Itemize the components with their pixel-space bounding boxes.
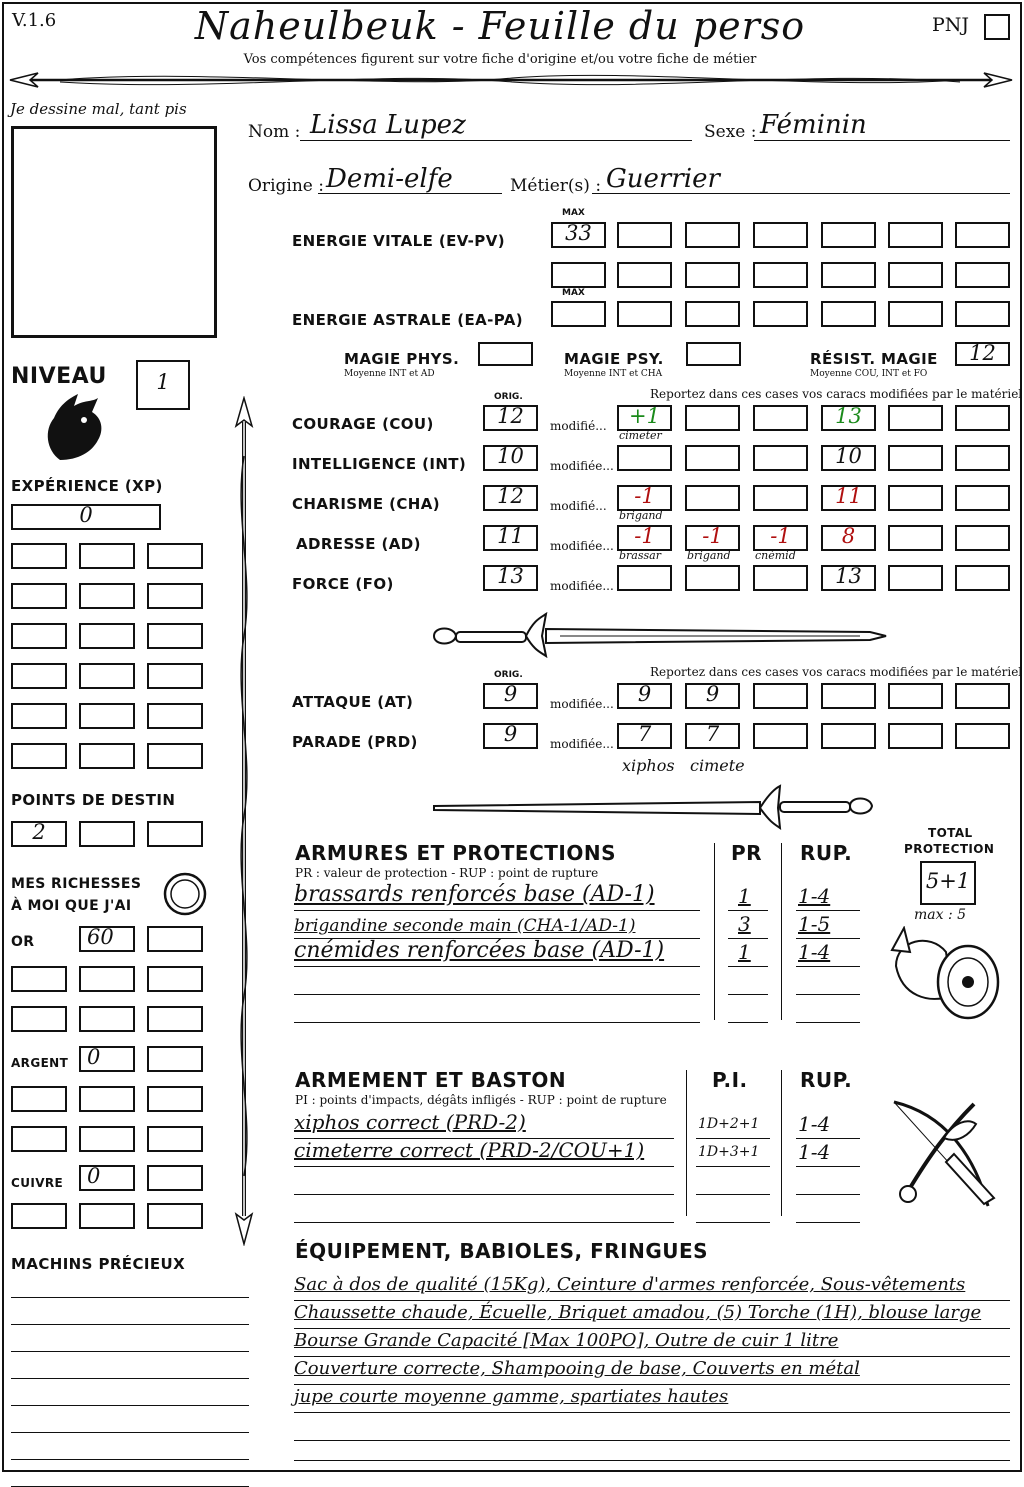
combat-cell[interactable] <box>821 723 876 749</box>
stat-cell[interactable] <box>685 445 740 471</box>
weapons-icon <box>884 1094 1010 1214</box>
argent-box[interactable]: 0 <box>79 1046 135 1072</box>
stat-mod-label: modifiée... <box>550 579 614 593</box>
cuivre-box-4[interactable] <box>79 1203 135 1229</box>
ea-cell[interactable] <box>821 301 876 327</box>
helmet-shield-icon <box>888 926 1006 1026</box>
stat-cell[interactable]: -1 <box>685 525 740 551</box>
armure-rup-line[interactable] <box>796 910 860 911</box>
xp-cell[interactable] <box>11 543 67 569</box>
machins-line[interactable] <box>11 1405 249 1406</box>
arme-line[interactable] <box>294 1222 674 1223</box>
armure-rup[interactable]: 1-5 <box>798 912 831 936</box>
equip-text[interactable]: Chaussette chaude, Écuelle, Briquet amadou, (5) Torche (1H), blouse large <box>294 1302 982 1323</box>
ea-label: ENERGIE ASTRALE (EA-PA) <box>292 311 524 329</box>
combat-orig-box[interactable]: 9 <box>483 683 538 709</box>
stat-mod-note: cimeter <box>619 429 662 442</box>
xp-cell[interactable] <box>147 703 203 729</box>
magie-psy-box[interactable] <box>686 342 741 366</box>
stats-orig-label: ORIG. <box>494 392 523 402</box>
argent-box-2[interactable] <box>147 1046 203 1072</box>
machins-label: MACHINS PRÉCIEUX <box>11 1255 186 1273</box>
stat-cell[interactable] <box>753 445 808 471</box>
armement-sub: PI : points d'impacts, dégâts infligés - RUP : point de rupture <box>295 1093 667 1107</box>
stat-cell[interactable] <box>753 405 808 431</box>
or-cell[interactable] <box>79 1006 135 1032</box>
equip-line[interactable] <box>294 1460 1010 1461</box>
equip-text[interactable]: jupe courte moyenne gamme, spartiates hautes <box>294 1386 729 1407</box>
origine-label: Origine : <box>248 176 324 196</box>
xp-cell[interactable] <box>11 743 67 769</box>
armure-line[interactable] <box>294 994 700 995</box>
argent-cell[interactable] <box>79 1086 135 1112</box>
magie-psy-label: MAGIE PSY. <box>564 350 664 368</box>
or-cell[interactable] <box>147 966 203 992</box>
stat-cell[interactable]: 13 <box>821 405 876 431</box>
stat-cell[interactable] <box>753 565 808 591</box>
combat-cell[interactable] <box>888 723 943 749</box>
armure-line[interactable] <box>294 1022 700 1023</box>
xp-cell[interactable] <box>147 543 203 569</box>
equip-text[interactable]: Sac à dos de qualité (15Kg), Ceinture d'armes renforcée, Sous-vêtements <box>294 1274 966 1295</box>
stat-cell[interactable] <box>888 445 943 471</box>
armures-title: ARMURES ET PROTECTIONS <box>295 841 616 865</box>
combat-orig-box[interactable]: 9 <box>483 723 538 749</box>
stat-mod-label: modifiée... <box>550 459 614 473</box>
ea-max-label: MAX <box>562 288 585 298</box>
stat-cell[interactable] <box>888 525 943 551</box>
sword-icon <box>430 784 880 830</box>
ev-cell[interactable] <box>685 222 740 248</box>
resist-magie-box[interactable]: 12 <box>955 342 1010 366</box>
argent-cell[interactable] <box>11 1126 67 1152</box>
richesses-label-1: MES RICHESSES <box>11 876 142 892</box>
machins-line[interactable] <box>11 1297 249 1298</box>
stat-cell[interactable] <box>888 565 943 591</box>
armures-pr-label: PR <box>731 841 763 865</box>
arme-pi-line[interactable] <box>696 1222 770 1223</box>
stat-cell[interactable]: 11 <box>821 485 876 511</box>
prd-note-cimete: cimete <box>690 756 745 775</box>
equip-line[interactable] <box>294 1412 1010 1413</box>
stat-label: CHARISME (CHA) <box>292 495 440 513</box>
xp-cell[interactable] <box>147 623 203 649</box>
niveau-box[interactable]: 1 <box>136 360 190 410</box>
or-box[interactable]: 60 <box>79 926 135 952</box>
ea-cell[interactable] <box>888 301 943 327</box>
sexe-value[interactable]: Féminin <box>760 110 867 140</box>
magie-phys-sub: Moyenne INT et AD <box>344 369 435 379</box>
metier-value[interactable]: Guerrier <box>606 164 720 194</box>
arme-rup-line[interactable] <box>796 1138 860 1139</box>
armures-rup-label: RUP. <box>800 841 853 865</box>
arme-pi[interactable]: 1D+3+1 <box>698 1144 760 1160</box>
nom-value[interactable]: Lissa Lupez <box>310 110 466 140</box>
xp-cell[interactable] <box>79 543 135 569</box>
coin-icon <box>162 871 208 917</box>
metier-label: Métier(s) : <box>510 176 602 196</box>
stat-cell[interactable] <box>617 445 672 471</box>
magie-phys-label: MAGIE PHYS. <box>344 350 460 368</box>
ev-max-box[interactable]: 33 <box>551 222 606 248</box>
combat-cell[interactable] <box>888 683 943 709</box>
xp-box[interactable]: 0 <box>11 504 161 530</box>
armure-rup-line[interactable] <box>796 966 860 967</box>
equip-line[interactable] <box>294 1440 1010 1441</box>
combat-report-note: Reportez dans ces cases vos caracs modifiées par le matériel <box>650 665 1023 679</box>
armement-rup-label: RUP. <box>800 1068 853 1092</box>
equip-line[interactable] <box>294 1384 1010 1385</box>
total-protection-label-2: PROTECTION <box>904 842 995 856</box>
ev-cell[interactable] <box>821 262 876 288</box>
xp-cell[interactable] <box>11 623 67 649</box>
stat-cell[interactable] <box>955 445 1010 471</box>
armure-pr-line[interactable] <box>728 910 768 911</box>
ev-cell[interactable] <box>955 222 1010 248</box>
cuivre-box-3[interactable] <box>11 1203 67 1229</box>
stats-report-note: Reportez dans ces cases vos caracs modifiées par le matériel <box>650 387 1023 401</box>
argent-cell[interactable] <box>147 1086 203 1112</box>
machins-line[interactable] <box>11 1432 249 1433</box>
stat-mod-note: brassar <box>619 549 661 562</box>
stat-cell[interactable] <box>685 485 740 511</box>
combat-cell[interactable] <box>955 683 1010 709</box>
armure-name[interactable]: brigandine seconde main (CHA-1/AD-1) <box>294 916 636 936</box>
xp-cell[interactable] <box>11 703 67 729</box>
stat-orig-box[interactable]: 10 <box>483 445 538 471</box>
armure-line[interactable] <box>294 910 700 911</box>
ea-cell[interactable] <box>753 301 808 327</box>
machins-line[interactable] <box>11 1459 249 1460</box>
armure-pr-line[interactable] <box>728 938 768 939</box>
pnj-checkbox[interactable] <box>984 14 1010 40</box>
ev-cell[interactable] <box>888 222 943 248</box>
xp-cell[interactable] <box>147 743 203 769</box>
stat-label: COURAGE (COU) <box>292 415 434 433</box>
combat-mod-label: modifiée... <box>550 737 614 751</box>
armure-name[interactable]: cnémides renforcées base (AD-1) <box>294 938 665 963</box>
ev-cell[interactable] <box>617 222 672 248</box>
machins-line[interactable] <box>11 1351 249 1352</box>
combat-cell[interactable] <box>955 723 1010 749</box>
destin-box[interactable]: 2 <box>11 821 67 847</box>
combat-label: PARADE (PRD) <box>292 733 418 751</box>
dragon-icon <box>40 390 106 464</box>
combat-cell[interactable]: 9 <box>685 683 740 709</box>
stat-cell[interactable]: 13 <box>821 565 876 591</box>
arme-line[interactable] <box>294 1166 674 1167</box>
ev-cell[interactable] <box>685 262 740 288</box>
or-cell[interactable] <box>11 1006 67 1032</box>
nom-label: Nom : <box>248 122 301 142</box>
ev-cell[interactable] <box>955 262 1010 288</box>
or-cell[interactable] <box>79 966 135 992</box>
ev-label: ENERGIE VITALE (EV-PV) <box>292 232 505 250</box>
machins-line[interactable] <box>11 1378 249 1379</box>
armure-pr[interactable]: 1 <box>738 884 751 908</box>
magie-psy-sub: Moyenne INT et CHA <box>564 369 663 379</box>
pnj-label: PNJ <box>932 14 970 36</box>
stat-cell[interactable] <box>888 485 943 511</box>
spear-icon <box>226 396 262 1246</box>
xp-cell[interactable] <box>79 583 135 609</box>
armure-pr-line[interactable] <box>728 1022 768 1023</box>
ev-cell[interactable] <box>617 262 672 288</box>
arme-pi-line[interactable] <box>696 1138 770 1139</box>
or-cell[interactable] <box>147 1006 203 1032</box>
stat-cell[interactable]: -1 <box>753 525 808 551</box>
ev-cell[interactable] <box>888 262 943 288</box>
xp-cell[interactable] <box>11 663 67 689</box>
ea-max-box[interactable] <box>551 301 606 327</box>
combat-cell[interactable] <box>821 683 876 709</box>
combat-cell[interactable]: 7 <box>617 723 672 749</box>
resist-magie-sub: Moyenne COU, INT et FO <box>810 369 928 379</box>
equip-line[interactable] <box>294 1300 1010 1301</box>
arme-rup-line[interactable] <box>796 1194 860 1195</box>
cuivre-box-5[interactable] <box>147 1203 203 1229</box>
combat-mod-label: modifiée... <box>550 697 614 711</box>
stat-cell[interactable] <box>955 405 1010 431</box>
sexe-label: Sexe : <box>704 122 757 142</box>
equip-line[interactable] <box>294 1356 1010 1357</box>
origine-value[interactable]: Demi-elfe <box>326 164 453 194</box>
prd-note-xiphos: xiphos <box>622 756 675 775</box>
armure-pr[interactable]: 1 <box>738 940 751 964</box>
equipement-title: ÉQUIPEMENT, BABIOLES, FRINGUES <box>295 1239 709 1263</box>
combat-cell[interactable] <box>753 683 808 709</box>
or-box-2[interactable] <box>147 926 203 952</box>
stat-cell[interactable] <box>888 405 943 431</box>
sheet-title: Naheulbeuk - Feuille du perso <box>194 4 806 48</box>
arme-rup[interactable]: 1-4 <box>798 1140 831 1164</box>
stat-cell[interactable]: 10 <box>821 445 876 471</box>
ea-cell[interactable] <box>617 301 672 327</box>
argent-label: ARGENT <box>11 1056 69 1070</box>
stat-cell[interactable]: +1 <box>617 405 672 431</box>
ea-cell[interactable] <box>955 301 1010 327</box>
argent-cell[interactable] <box>11 1086 67 1112</box>
stat-mod-note: brigand <box>619 509 663 522</box>
ev-cell[interactable] <box>753 262 808 288</box>
xp-label: EXPÉRIENCE (XP) <box>11 477 163 495</box>
armure-pr[interactable]: 3 <box>738 912 751 936</box>
equip-text[interactable]: Bourse Grande Capacité [Max 100PO], Outre de cuir 1 litre <box>294 1330 839 1351</box>
sword-icon <box>430 612 890 658</box>
stat-mod-label: modifié... <box>550 419 607 433</box>
xp-cell[interactable] <box>79 663 135 689</box>
xp-cell[interactable] <box>79 623 135 649</box>
cuivre-box[interactable]: 0 <box>79 1165 135 1191</box>
stat-mod-note: cnémid <box>755 549 796 562</box>
machins-line[interactable] <box>11 1324 249 1325</box>
or-label: OR <box>11 934 35 950</box>
armure-rup[interactable]: 1-4 <box>798 884 831 908</box>
xp-cell[interactable] <box>79 703 135 729</box>
armure-rup-line[interactable] <box>796 938 860 939</box>
stat-label: INTELLIGENCE (INT) <box>292 455 467 473</box>
stat-mod-note: brigand <box>687 549 731 562</box>
armure-name[interactable]: brassards renforcés base (AD-1) <box>294 882 655 907</box>
total-protection-max: max : 5 <box>914 907 967 923</box>
destin-box-2[interactable] <box>79 821 135 847</box>
combat-orig-label: ORIG. <box>494 670 523 680</box>
portrait-caption: Je dessine mal, tant pis <box>10 100 187 118</box>
arme-line[interactable] <box>294 1194 674 1195</box>
equip-text[interactable]: Couverture correcte, Shampooing de base, Couverts en métal <box>294 1358 860 1379</box>
xp-cell[interactable] <box>147 663 203 689</box>
armure-rup[interactable]: 1-4 <box>798 940 831 964</box>
arme-rup-line[interactable] <box>796 1222 860 1223</box>
destin-label: POINTS DE DESTIN <box>11 791 176 809</box>
argent-cell[interactable] <box>79 1126 135 1152</box>
xp-cell[interactable] <box>79 743 135 769</box>
stat-cell[interactable] <box>955 525 1010 551</box>
ev-max-label: MAX <box>562 208 585 218</box>
armure-line[interactable] <box>294 966 700 967</box>
total-protection-box[interactable]: 5+1 <box>920 861 976 905</box>
argent-cell[interactable] <box>147 1126 203 1152</box>
richesses-label-2: À MOI QUE J'AI <box>11 898 132 914</box>
xp-cell[interactable] <box>147 583 203 609</box>
combat-cell[interactable]: 7 <box>685 723 740 749</box>
equip-line[interactable] <box>294 1328 1010 1329</box>
armure-rup-line[interactable] <box>796 1022 860 1023</box>
stat-orig-box[interactable]: 12 <box>483 405 538 431</box>
stat-mod-label: modifiée... <box>550 539 614 553</box>
arme-pi-line[interactable] <box>696 1194 770 1195</box>
stat-mod-label: modifié... <box>550 499 607 513</box>
stat-label: ADRESSE (AD) <box>296 535 421 553</box>
ev-cell[interactable] <box>753 222 808 248</box>
arme-name[interactable]: xiphos correct (PRD-2) <box>294 1110 526 1134</box>
armure-pr-line[interactable] <box>728 966 768 967</box>
armement-title: ARMEMENT ET BASTON <box>295 1068 567 1092</box>
magie-phys-box[interactable] <box>478 342 533 366</box>
niveau-label: NIVEAU <box>11 364 107 389</box>
stat-cell[interactable] <box>685 565 740 591</box>
arme-rup[interactable]: 1-4 <box>798 1112 831 1136</box>
armure-pr-line[interactable] <box>728 994 768 995</box>
arme-pi-line[interactable] <box>696 1166 770 1167</box>
arme-pi[interactable]: 1D+2+1 <box>698 1116 760 1132</box>
cuivre-box-2[interactable] <box>147 1165 203 1191</box>
stat-cell[interactable]: 8 <box>821 525 876 551</box>
ea-cell[interactable] <box>685 301 740 327</box>
stat-orig-box[interactable]: 11 <box>483 525 538 551</box>
resist-magie-label: RÉSIST. MAGIE <box>810 350 938 368</box>
ev-cell[interactable] <box>821 222 876 248</box>
armure-rup-line[interactable] <box>796 994 860 995</box>
ev-cell[interactable] <box>551 262 606 288</box>
stat-cell[interactable]: -1 <box>617 485 672 511</box>
spear-divider-icon <box>0 64 1024 96</box>
armures-sub: PR : valeur de protection - RUP : point de rupture <box>295 866 599 880</box>
xp-cell[interactable] <box>11 583 67 609</box>
stat-label: FORCE (FO) <box>292 575 394 593</box>
stat-orig-box[interactable]: 13 <box>483 565 538 591</box>
arme-name[interactable]: cimeterre correct (PRD-2/COU+1) <box>294 1138 645 1162</box>
portrait-box[interactable] <box>11 126 217 338</box>
arme-rup-line[interactable] <box>796 1166 860 1167</box>
stat-cell[interactable] <box>617 565 672 591</box>
combat-label: ATTAQUE (AT) <box>292 693 414 711</box>
armement-pi-label: P.I. <box>712 1068 748 1092</box>
destin-box-3[interactable] <box>147 821 203 847</box>
cuivre-label: CUIVRE <box>11 1176 64 1190</box>
stat-cell[interactable] <box>955 565 1010 591</box>
combat-cell[interactable] <box>753 723 808 749</box>
stat-cell[interactable] <box>753 485 808 511</box>
version-label: V.1.6 <box>12 10 57 31</box>
stat-cell[interactable] <box>685 405 740 431</box>
sheet-subtitle: Vos compétences figurent sur votre fiche d'origine et/ou votre fiche de métier <box>243 52 757 67</box>
stat-cell[interactable]: -1 <box>617 525 672 551</box>
or-cell[interactable] <box>11 966 67 992</box>
combat-cell[interactable]: 9 <box>617 683 672 709</box>
total-protection-label-1: TOTAL <box>928 826 973 840</box>
stat-cell[interactable] <box>955 485 1010 511</box>
stat-orig-box[interactable]: 12 <box>483 485 538 511</box>
